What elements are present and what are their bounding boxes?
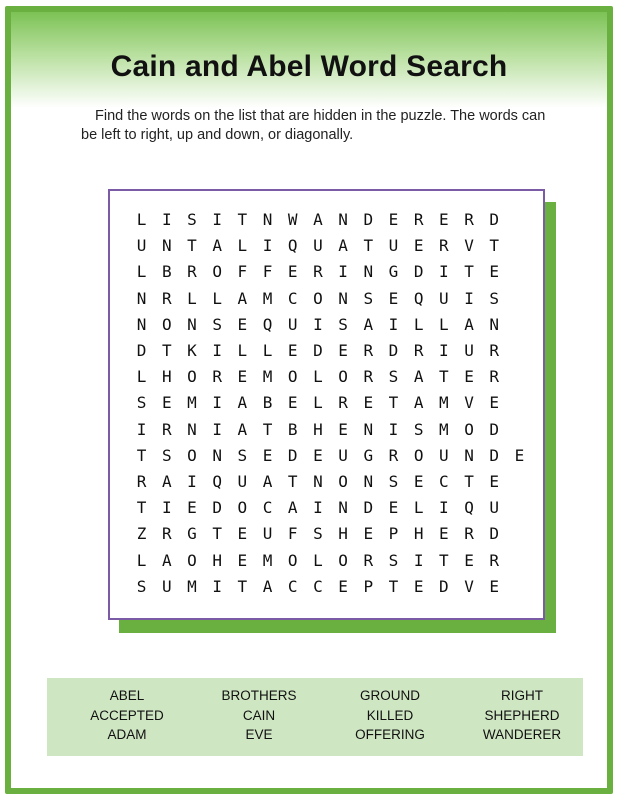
grid-letter: I xyxy=(212,341,222,360)
grid-letter: H xyxy=(413,524,424,544)
grid-letter: I xyxy=(212,210,222,229)
grid-letter: A xyxy=(262,576,273,596)
grid-letter: T xyxy=(388,576,399,596)
grid-letter: N xyxy=(464,445,474,465)
grid-letter: Q xyxy=(413,288,424,308)
grid-row xyxy=(129,365,507,389)
word-column xyxy=(192,686,326,745)
grid-letter: A xyxy=(287,498,298,518)
grid-letter: L xyxy=(136,367,147,387)
grid-letter: S xyxy=(363,288,374,308)
grid-letter: R xyxy=(187,262,197,282)
grid-letter: M xyxy=(187,576,197,596)
grid-letter: M xyxy=(439,419,449,439)
grid-letter: O xyxy=(313,288,323,308)
grid-letter: Q xyxy=(287,236,298,256)
grid-letter: U xyxy=(439,445,449,465)
word-list-item: EVE xyxy=(245,727,273,742)
grid-letter: A xyxy=(237,393,248,413)
grid-letter: E xyxy=(287,393,298,413)
grid-letter: H xyxy=(212,550,222,570)
grid-letter: I xyxy=(338,262,348,282)
word-list-item: GROUND xyxy=(360,688,420,703)
grid-letter: I xyxy=(439,341,449,360)
grid-letter: S xyxy=(161,445,172,465)
grid-letter: S xyxy=(338,314,348,334)
grid-letter: A xyxy=(413,393,424,413)
grid-letter: K xyxy=(187,341,197,360)
grid-letter: T xyxy=(287,472,298,491)
word-list-item: WANDERER xyxy=(482,727,562,742)
grid-letter: I xyxy=(388,314,399,334)
grid-letter: M xyxy=(439,393,449,413)
grid-letter: L xyxy=(313,550,323,570)
grid-letter: L xyxy=(136,262,147,282)
grid-row xyxy=(129,313,507,337)
word-list-item: SHEPHERD xyxy=(484,707,560,723)
word-bank xyxy=(47,678,583,756)
grid-letter: F xyxy=(262,262,273,282)
grid-letter: Q xyxy=(212,472,222,491)
grid-letter: D xyxy=(489,524,500,544)
grid-letter: N xyxy=(136,288,147,308)
grid-letter: I xyxy=(464,288,474,308)
word-list-item: ACCEPTED xyxy=(90,707,164,723)
grid-letter: T xyxy=(161,341,172,360)
grid-letter: D xyxy=(388,341,399,360)
grid-letter: O xyxy=(338,550,348,570)
grid-letter: A xyxy=(413,367,424,387)
grid-letter: U xyxy=(287,314,298,334)
grid-letter: C xyxy=(313,576,323,596)
grid-letter: I xyxy=(313,498,323,518)
grid-letter: O xyxy=(187,550,197,570)
grid-letter: T xyxy=(262,419,273,439)
grid-letter: A xyxy=(237,419,248,439)
grid-letter: T xyxy=(489,236,500,256)
grid-letter: E xyxy=(464,550,474,570)
grid-letter: E xyxy=(338,419,348,439)
grid-letter: E xyxy=(489,262,500,282)
grid-letter: I xyxy=(136,419,147,439)
grid-letter: E xyxy=(187,498,197,518)
grid-letter: C xyxy=(262,498,273,518)
grid-letter: E xyxy=(287,341,298,360)
grid-letter: O xyxy=(237,498,248,518)
grid-letter: N xyxy=(161,236,172,256)
grid-row xyxy=(129,418,507,442)
grid-letter: G xyxy=(187,524,197,544)
grid-letter: T xyxy=(439,367,449,387)
grid-letter: B xyxy=(161,262,172,282)
grid-letter: S xyxy=(489,288,500,308)
grid-letter: S xyxy=(388,472,399,491)
grid-letter: N xyxy=(187,314,197,334)
grid-letter: R xyxy=(161,419,172,439)
grid-letter: U xyxy=(439,288,449,308)
word-list-item: BROTHERS xyxy=(221,688,297,703)
grid-letter: E xyxy=(363,393,374,413)
grid-letter: A xyxy=(464,314,474,334)
grid-letter: L xyxy=(413,498,424,518)
grid-row xyxy=(129,522,507,546)
grid-letter: I xyxy=(212,419,222,439)
grid-letter: L xyxy=(439,314,449,334)
grid-letter: F xyxy=(287,524,298,544)
grid-letter: E xyxy=(388,210,399,229)
grid-letter: E xyxy=(363,524,374,544)
grid-letter: O xyxy=(161,314,172,334)
word-column xyxy=(60,686,194,745)
word-column xyxy=(323,686,457,745)
grid-letter: R xyxy=(363,367,374,387)
grid-letter: I xyxy=(161,210,172,229)
grid-letter: R xyxy=(212,367,222,387)
grid-letter: D xyxy=(363,498,374,518)
grid-letter: I xyxy=(262,236,273,256)
grid-letter: Q xyxy=(464,498,474,518)
grid-letter: U xyxy=(161,576,172,596)
grid-letter: E xyxy=(338,576,348,596)
word-list-item: CAIN xyxy=(242,707,276,723)
grid-letter: A xyxy=(161,472,172,491)
grid-letter: R xyxy=(313,262,323,282)
grid-letter: H xyxy=(338,524,348,544)
grid-letter: E xyxy=(161,393,172,413)
grid-letter: G xyxy=(363,445,374,465)
grid-letter: S xyxy=(237,445,248,465)
grid-letter: I xyxy=(439,262,449,282)
grid-letter: D xyxy=(413,262,424,282)
word-list-item: ADAM xyxy=(107,727,147,742)
grid-letter: U xyxy=(464,341,474,360)
grid-letter: V xyxy=(464,393,474,413)
grid-letter: S xyxy=(212,314,222,334)
grid-letter: U xyxy=(262,524,273,544)
grid-letter: O xyxy=(287,550,298,570)
puzzle-grid xyxy=(108,189,545,620)
grid-row xyxy=(129,234,507,258)
grid-row xyxy=(129,391,507,415)
grid-row xyxy=(129,470,507,494)
grid-letter: O xyxy=(464,419,474,439)
grid-letter: E xyxy=(287,262,298,282)
grid-letter: T xyxy=(212,524,222,544)
grid-letter: R xyxy=(439,236,449,256)
grid-row xyxy=(129,260,507,284)
grid-letter: Q xyxy=(262,314,273,334)
grid-letter: E xyxy=(388,288,399,308)
grid-letter: T xyxy=(464,262,474,282)
grid-letter: O xyxy=(287,367,298,387)
grid-letter: H xyxy=(161,367,172,387)
grid-letter: E xyxy=(262,445,273,465)
grid-letter: U xyxy=(136,236,147,256)
grid-row xyxy=(129,549,507,573)
grid-letter: R xyxy=(413,210,424,229)
grid-letter: T xyxy=(187,236,197,256)
grid-letter: O xyxy=(338,367,348,387)
grid-letter: W xyxy=(287,210,298,229)
grid-letter: E xyxy=(489,393,500,413)
grid-letter: L xyxy=(136,550,147,570)
grid-letter: I xyxy=(212,576,222,596)
grid-row xyxy=(129,496,507,520)
grid-letter: L xyxy=(313,367,323,387)
grid-letter: A xyxy=(237,288,248,308)
grid-letter: R xyxy=(489,341,500,360)
grid-letter: S xyxy=(413,419,424,439)
grid-letter: T xyxy=(464,472,474,491)
grid-letter: R xyxy=(161,288,172,308)
grid-letter: P xyxy=(388,524,399,544)
grid-row xyxy=(129,339,507,363)
grid-letter: E xyxy=(413,472,424,491)
grid-letter: L xyxy=(413,314,424,334)
grid-letter: E xyxy=(237,524,248,544)
instructions-text: Find the words on the list that are hidden in the puzzle. The words can be left to right, up and down, or diagonally. xyxy=(81,108,546,143)
grid-letter: N xyxy=(338,210,348,229)
grid-letter: V xyxy=(464,576,474,596)
grid-letter: N xyxy=(136,314,147,334)
grid-letter: D xyxy=(313,341,323,360)
word-list-item: OFFERING xyxy=(355,727,425,742)
grid-letter: P xyxy=(363,576,374,596)
grid-letter: E xyxy=(313,445,323,465)
grid-letter: R xyxy=(363,550,374,570)
grid-letter: Z xyxy=(136,524,147,544)
grid-letter: L xyxy=(237,341,248,360)
grid-letter: O xyxy=(187,367,197,387)
grid-letter: A xyxy=(262,472,273,491)
grid-row xyxy=(129,208,507,232)
grid-letter: A xyxy=(338,236,348,256)
grid-letter: O xyxy=(413,445,424,465)
grid-letter: A xyxy=(313,210,323,229)
grid-letter: O xyxy=(338,472,348,491)
grid-letter: S xyxy=(388,367,399,387)
grid-letter: E xyxy=(237,367,248,387)
grid-letter: M xyxy=(187,393,197,413)
grid-letter: D xyxy=(439,576,449,596)
grid-letter: I xyxy=(439,498,449,518)
grid-letter: U xyxy=(313,236,323,256)
grid-letter: E xyxy=(237,314,248,334)
grid-letter: O xyxy=(187,445,197,465)
grid-letter: D xyxy=(136,341,147,360)
grid-row xyxy=(129,444,532,468)
grid-letter: E xyxy=(514,445,525,465)
grid-letter: T xyxy=(237,576,248,596)
grid-letter: N xyxy=(212,445,222,465)
grid-letter: R xyxy=(363,341,374,360)
grid-letter: S xyxy=(187,210,197,229)
grid-letter: S xyxy=(388,550,399,570)
grid-letter: M xyxy=(262,288,273,308)
grid-letter: A xyxy=(212,236,222,256)
page-title: Cain and Abel Word Search xyxy=(110,50,508,83)
grid-row xyxy=(129,287,507,311)
grid-letter: E xyxy=(237,550,248,570)
grid-letter: S xyxy=(136,576,147,596)
grid-letter: U xyxy=(237,472,248,491)
grid-letter: B xyxy=(262,393,273,413)
page-frame xyxy=(5,6,613,794)
grid-letter: E xyxy=(413,236,424,256)
grid-letter: F xyxy=(237,262,248,282)
grid-letter: D xyxy=(287,445,298,465)
grid-letter: C xyxy=(287,288,298,308)
grid-letter: D xyxy=(489,210,500,229)
grid-letter: I xyxy=(187,472,197,491)
grid-letter: E xyxy=(388,498,399,518)
grid-letter: S xyxy=(313,524,323,544)
grid-letter: V xyxy=(464,236,474,256)
grid-letter: L xyxy=(136,210,147,229)
grid-letter: N xyxy=(187,419,197,439)
grid-letter: R xyxy=(489,550,500,570)
grid-letter: N xyxy=(363,472,374,491)
grid-letter: R xyxy=(161,524,172,544)
grid-letter: L xyxy=(187,288,197,308)
grid-letter: R xyxy=(464,524,474,544)
grid-letter: L xyxy=(237,236,248,256)
grid-letter: T xyxy=(363,236,374,256)
grid-letter: U xyxy=(388,236,399,256)
grid-letter: D xyxy=(489,419,500,439)
grid-letter: A xyxy=(363,314,374,334)
grid-letter: R xyxy=(136,472,147,491)
grid-letter: A xyxy=(161,550,172,570)
word-list-item: KILLED xyxy=(366,707,414,723)
grid-letter: E xyxy=(489,472,500,491)
grid-letter: I xyxy=(413,550,424,570)
grid-letter: U xyxy=(489,498,500,518)
grid-letter: B xyxy=(287,419,298,439)
grid-letter: L xyxy=(212,288,222,308)
grid-letter: N xyxy=(363,419,374,439)
grid-letter: S xyxy=(136,393,147,413)
grid-letter: D xyxy=(212,498,222,518)
grid-letter: M xyxy=(262,550,273,570)
grid-letter: U xyxy=(338,445,348,465)
grid-letter: N xyxy=(489,314,500,334)
grid-letter: I xyxy=(388,419,399,439)
grid-letter: R xyxy=(464,210,474,229)
grid-letter: N xyxy=(338,498,348,518)
grid-row xyxy=(129,575,507,599)
grid-letter: I xyxy=(161,498,172,518)
grid-letter: T xyxy=(136,445,147,465)
grid-letter: N xyxy=(313,472,323,491)
grid-letter: T xyxy=(388,393,399,413)
word-list-item: ABEL xyxy=(109,688,145,703)
grid-letter: N xyxy=(338,288,348,308)
grid-letter: L xyxy=(262,341,273,360)
grid-letter: E xyxy=(338,341,348,360)
grid-letter: D xyxy=(363,210,374,229)
grid-letter: R xyxy=(489,367,500,387)
grid-letter: R xyxy=(388,445,399,465)
grid-letter: E xyxy=(413,576,424,596)
grid-letter: E xyxy=(489,576,500,596)
grid-letter: E xyxy=(439,524,449,544)
grid-letter: M xyxy=(262,367,273,387)
grid-letter: I xyxy=(313,314,323,334)
grid-letter: C xyxy=(287,576,298,596)
grid-letter: G xyxy=(388,262,399,282)
grid-letter: E xyxy=(439,210,449,229)
grid-letter: R xyxy=(338,393,348,413)
grid-letter: N xyxy=(363,262,374,282)
grid-letter: N xyxy=(262,210,273,229)
word-column xyxy=(455,686,589,745)
grid-letter: T xyxy=(439,550,449,570)
grid-letter: I xyxy=(212,393,222,413)
grid-letter: E xyxy=(464,367,474,387)
grid-letter: H xyxy=(313,419,323,439)
word-list-item: RIGHT xyxy=(501,688,543,703)
grid-letter: R xyxy=(413,341,424,360)
grid-letter: T xyxy=(136,498,147,518)
grid-letter: D xyxy=(489,445,500,465)
grid-letter: T xyxy=(237,210,248,229)
grid-letter: L xyxy=(313,393,323,413)
grid-letter: C xyxy=(439,472,449,491)
grid-letter: O xyxy=(212,262,222,282)
